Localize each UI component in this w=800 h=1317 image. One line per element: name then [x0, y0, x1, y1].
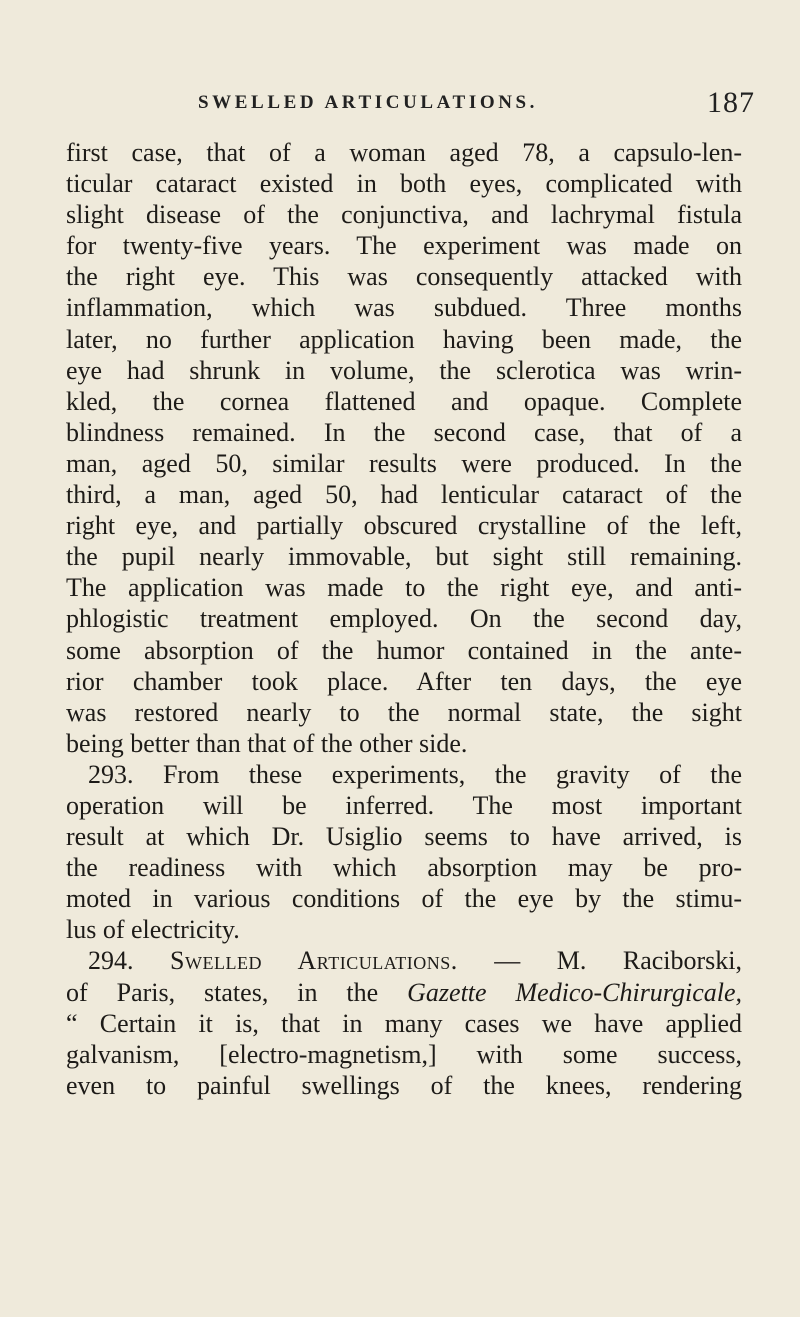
text-line: was restored nearly to the normal state, the sight [66, 697, 742, 727]
text-line: lus of electricity. [66, 915, 240, 945]
running-head: SWELLED ARTICULATIONS. [198, 92, 539, 113]
text-line: inflammation, which was subdued. Three months [66, 293, 742, 323]
page-number: 187 [707, 86, 755, 119]
journal-title: Gazette Medico-Chirurgicale, [407, 977, 742, 1007]
text-line: later, no further application having been made, the [66, 324, 742, 354]
text-line: man, aged 50, similar results were produced. In the [66, 448, 742, 478]
text-line: kled, the cornea flattened and opaque. Complete [66, 386, 742, 416]
text-line: eye had shrunk in volume, the sclerotica was wrin- [66, 355, 742, 385]
text-line: being better than that of the other side. [66, 728, 468, 758]
text-line: slight disease of the conjunctiva, and lachrymal fistula [66, 200, 742, 230]
text-line: first case, that of a woman aged 78, a capsulo-len- [66, 138, 742, 167]
text-line: moted in various conditions of the eye by the stimu- [66, 884, 742, 914]
section-heading: Swelled Articulations. [170, 946, 458, 976]
text-line: some absorption of the humor contained in the ante- [66, 635, 742, 665]
text-line: even to painful swellings of the knees, rendering [66, 1070, 742, 1100]
page-header [180, 86, 755, 120]
text-line: the right eye. This was consequently attacked with [66, 262, 742, 292]
text-line: for twenty-five years. The experiment was made on [66, 231, 742, 261]
text-line: “ Certain it is, that in many cases we have applied [66, 1008, 742, 1038]
text-line: the readiness with which absorption may be pro- [66, 853, 742, 883]
text-line [66, 977, 742, 1008]
text-line: the pupil nearly immovable, but sight still remaining. [66, 542, 742, 572]
text-line: third, a man, aged 50, had lenticular cataract of the [66, 480, 742, 510]
paragraph-294-start [66, 945, 742, 976]
text-line: blindness remained. In the second case, that of a [66, 417, 742, 447]
text-line: ticular cataract existed in both eyes, complicated with [66, 169, 742, 199]
text-line: galvanism, [electro-magnetism,] with some success, [66, 1039, 742, 1069]
text-line: phlogistic treatment employed. On the second day, [66, 604, 742, 634]
text-line: result at which Dr. Usiglio seems to have arrived, is [66, 822, 742, 852]
text-line: operation will be inferred. The most important [66, 790, 742, 820]
text-fragment: of Paris, states, in the [66, 977, 408, 1007]
paragraph-number: 294. [88, 946, 134, 976]
text-line: rior chamber took place. After ten days, the eye [66, 666, 742, 696]
paragraph-293-start: 293. From these experiments, the gravity of the [88, 759, 742, 789]
text-line: right eye, and partially obscured crystalline of the left, [66, 511, 742, 541]
heading-continuation: — M. Raciborski, [457, 946, 743, 976]
body-text [66, 137, 742, 1101]
text-line: The application was made to the right eye, and anti- [66, 573, 742, 603]
